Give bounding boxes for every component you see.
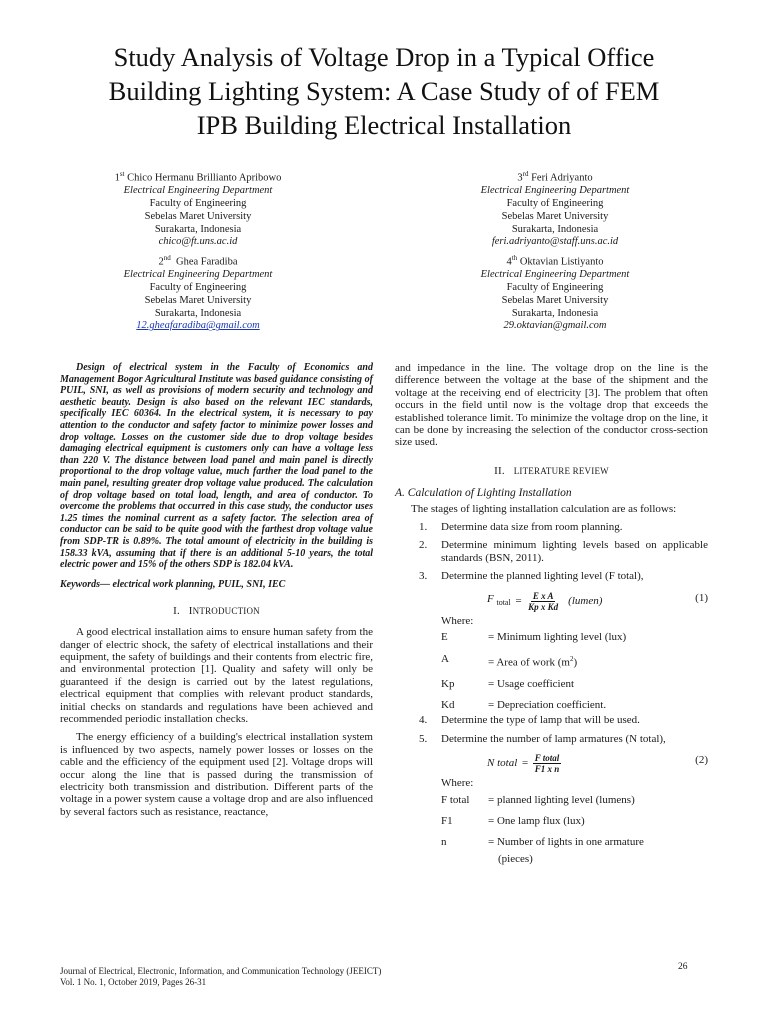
keywords: Keywords— electrical work planning, PUIL, SNI, IEC bbox=[60, 578, 286, 590]
where-label: Where: bbox=[441, 614, 474, 627]
author-city: Surakarta, Indonesia bbox=[154, 307, 242, 319]
section-heading-literature-review: II. LITERATURE REVIEW bbox=[494, 464, 609, 477]
intro-continuation: and impedance in the line. The voltage drop on the line is the difference between the voltage at the base of the shipment and the voltage at the receiving end of electricity [3]. The problem that often occurs in the field until now is the voltage drop that exceeds the established tolerance limit. To minimize the voltage drop on the line, it can be done by increasing the selection of the conductor cross-section size used. bbox=[395, 362, 708, 449]
equation-2 bbox=[395, 751, 708, 775]
author-university: Sebelas Maret University bbox=[144, 210, 252, 222]
author-name: 3rd Feri Adriyanto bbox=[517, 170, 593, 184]
definition-row: Kd = Depreciation coefficient. bbox=[441, 698, 607, 711]
definition-row-continued: (pieces) bbox=[498, 852, 533, 865]
author-name: 4th Oktavian Listiyanto bbox=[506, 254, 604, 268]
equation-2-lhs: N total bbox=[487, 757, 518, 770]
author-block-3 bbox=[405, 168, 705, 249]
equation-2-fraction: $\frac{\text{F total}}{\text{F1 x n}}$ bbox=[534, 753, 560, 775]
equation-1-formula: F $_{total}$ = $\frac{\text{E x A}}{\text{Kp x Kd}}$ (lumen) bbox=[487, 590, 603, 612]
author-email: chico@ft.uns.ac.id bbox=[158, 236, 238, 248]
list-item: 2. Determine minimum lighting levels based on applicable standards (BSN, 2011). bbox=[419, 539, 708, 564]
equation-number: (1) bbox=[695, 591, 708, 604]
definition-row: Kp = Usage coefficient bbox=[441, 677, 575, 690]
journal-footer bbox=[60, 966, 381, 988]
definitions-list bbox=[441, 794, 708, 866]
author-email: 29.oktavian@gmail.com bbox=[503, 320, 607, 332]
abstract: Design of electrical system in the Faculty of Economics and Management Bogor Agricultural Institute was based guidance consisting of PUIL, SNI, as well as provisions of modern security and technology and aesthetic beauty. Design is also based on the relevant IEC standards, specifically IEC 60364. In the electrical system, it is necessary to pay attention to the conductor and safety factor to minimize power losses and drop voltage. Losses on the customer side due to drop voltage besides damaging electrical equipment is customers only can have a voltage less than 220 V. The distance between load panel and main panel is directly proportional to the drop voltage value, much farther the load panel to the main panel, resulting greater drop voltage value produced. The calculation of drop voltage based on total load, length, and area of conductor. To overcome the problems that occurred in this case study, the conductor uses 1.25 times the nominal current as a safety factor. The selection area of conductor can be said to be quite good with the farthest drop voltage value from SDP-TR is 0.89%. The total amount of electricity in the building is 158.33 kVA, assuming that if there is an additional 5-10 years, the total electric power and 15% of the others SDP is 182.04 kVA. bbox=[60, 362, 373, 571]
steps-list-continued bbox=[395, 714, 708, 745]
definition-row: F total = planned lighting level (lumens) bbox=[441, 793, 635, 806]
title-line: Study Analysis of Voltage Drop in a Typical Office bbox=[113, 42, 655, 72]
author-department: Electrical Engineering Department bbox=[123, 185, 273, 197]
intro-paragraph: A good electrical installation aims to ensure human safety from the danger of electric shock, the safety of electrical installations and their equipment, the safety of buildings and their contents from electric fire, and environmental protection [1]. Quality and safety will only be guaranteed if the design is carried out by the latest regulations, electrical equipment that complies with relevant product standards, initial checks on standards and regulations have been achieved and recommended periodic installation checks. bbox=[60, 626, 373, 725]
list-item: 3. Determine the planned lighting level (F total), bbox=[419, 570, 644, 583]
definitions-list bbox=[441, 631, 708, 711]
volume-line: Vol. 1 No. 1, October 2019, Pages 26-31 bbox=[60, 976, 207, 987]
subsection-heading: A. Calculation of Lighting Installation bbox=[395, 487, 572, 500]
author-faculty: Faculty of Engineering bbox=[149, 282, 247, 294]
equation-number: (2) bbox=[695, 754, 708, 767]
section-heading-introduction: I. INTRODUCTION bbox=[173, 604, 260, 617]
author-faculty: Faculty of Engineering bbox=[506, 198, 604, 210]
definition-row: n = Number of lights in one armature bbox=[441, 836, 644, 849]
title-line: IPB Building Electrical Installation bbox=[196, 110, 572, 140]
equation-1-lhs: F $_{total}$ bbox=[487, 592, 511, 608]
equation-1 bbox=[395, 589, 708, 613]
page-number: 26 bbox=[678, 962, 688, 972]
author-city: Surakarta, Indonesia bbox=[511, 223, 599, 235]
author-block-4 bbox=[405, 252, 705, 333]
author-university: Sebelas Maret University bbox=[144, 294, 252, 306]
paper-title bbox=[40, 40, 728, 142]
definition-row: F1 = One lamp flux (lux) bbox=[441, 815, 585, 827]
definition-row: E = Minimum lighting level (lux) bbox=[441, 631, 627, 644]
author-department: Electrical Engineering Department bbox=[480, 185, 630, 197]
author-city: Surakarta, Indonesia bbox=[511, 307, 599, 319]
list-item: 5. Determine the number of lamp armatures (N total), bbox=[419, 732, 666, 745]
right-column bbox=[395, 362, 708, 874]
author-block-2 bbox=[48, 252, 348, 333]
equation-2-formula: N total = $\frac{\text{F total}}{\text{F1 x n}}$ bbox=[487, 753, 560, 775]
where-label: Where: bbox=[441, 777, 474, 790]
title-line: Building Lighting System: A Case Study of of FEM bbox=[108, 76, 660, 106]
author-department: Electrical Engineering Department bbox=[480, 269, 630, 281]
author-name: 1st Chico Hermanu Brillianto Apribowo bbox=[114, 170, 282, 184]
equation-1-fraction: $\frac{\text{E x A}}{\text{Kp x Kd}}$ bbox=[528, 590, 559, 612]
list-item: 4. Determine the type of lamp that will be used. bbox=[419, 714, 640, 727]
intro-paragraph: The energy efficiency of a building's electrical installation system is influenced by two aspects, namely power losses or losses on the cable and the efficiency of the equipment used [2]. Voltage drops will occur along the line that is passed during the transmission of electricity both transmission and distribution. Different parts of the voltage in a power system cause a voltage drop and are also influenced by several factors such as resistance, reactance, bbox=[60, 731, 373, 818]
author-university: Sebelas Maret University bbox=[501, 294, 609, 306]
author-faculty: Faculty of Engineering bbox=[506, 282, 604, 294]
author-email: feri.adriyanto@staff.uns.ac.id bbox=[491, 236, 619, 248]
author-faculty: Faculty of Engineering bbox=[149, 198, 247, 210]
author-city: Surakarta, Indonesia bbox=[154, 223, 242, 235]
left-column bbox=[60, 362, 373, 824]
author-department: Electrical Engineering Department bbox=[123, 269, 273, 281]
author-email-link[interactable]: 12.gheafaradiba@gmail.com bbox=[136, 320, 260, 332]
steps-list bbox=[395, 521, 708, 583]
journal-line: Journal of Electrical, Electronic, Information, and Communication Technology (JEEICT) bbox=[60, 966, 382, 976]
list-item: 1. Determine data size from room planning. bbox=[419, 521, 623, 534]
definition-row: A = Area of work $(m^2)$ bbox=[441, 652, 578, 669]
author-block-1 bbox=[48, 168, 348, 249]
lead-in-paragraph: The stages of lighting installation calculation are as follows: bbox=[411, 502, 677, 515]
author-university: Sebelas Maret University bbox=[501, 210, 609, 222]
author-name: 2nd Ghea Faradiba bbox=[158, 254, 238, 268]
